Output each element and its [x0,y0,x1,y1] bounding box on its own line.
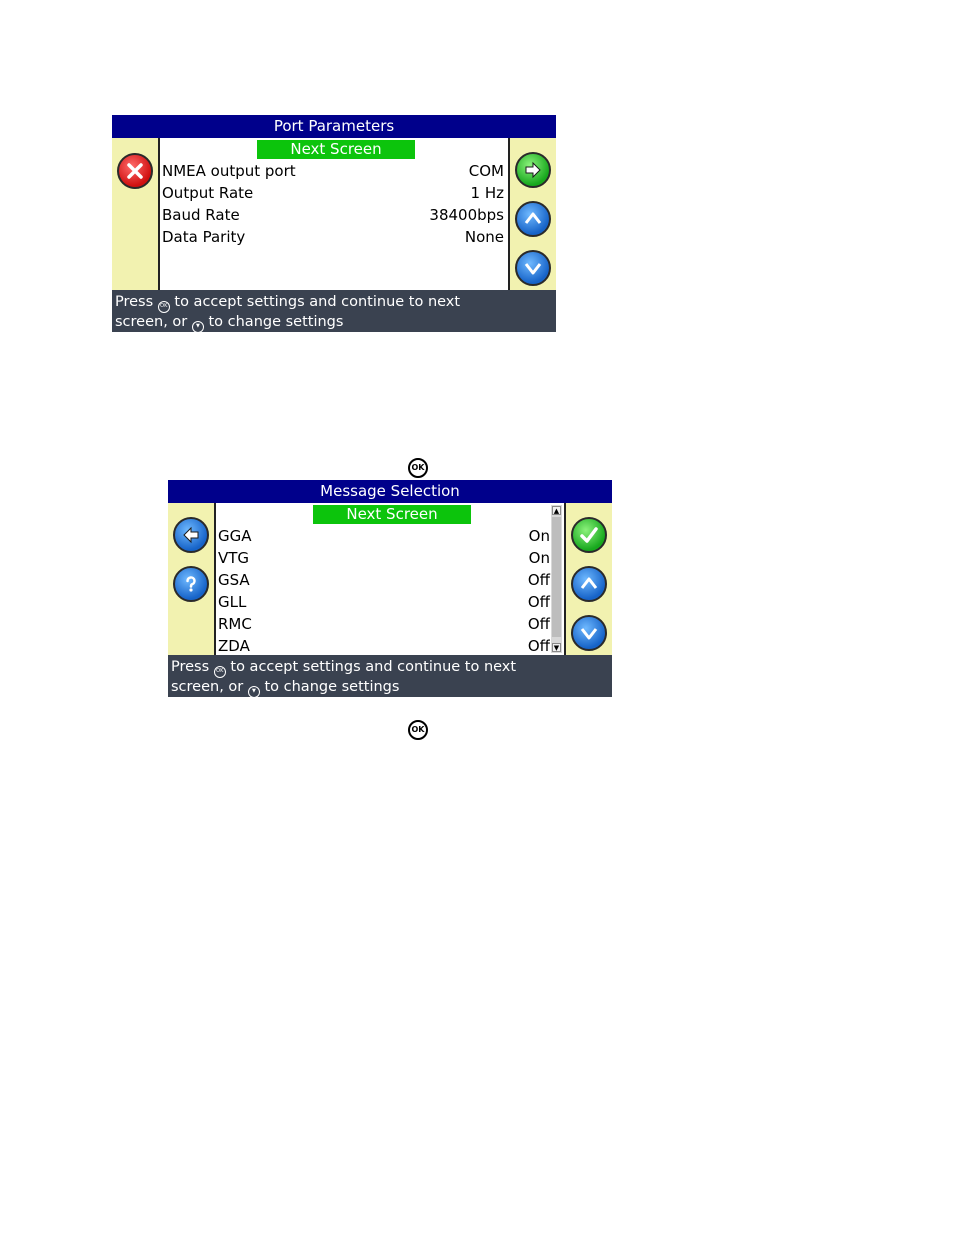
item-value: Off [527,593,550,611]
down-button[interactable] [515,250,551,286]
footer-text-3: to change settings [264,679,400,695]
list-item[interactable] [162,182,504,204]
screen-title: Message Selection [168,480,612,503]
next-screen-item[interactable]: Next Screen [313,505,471,524]
list-item[interactable] [162,226,504,248]
message-selection-screen [168,480,612,697]
arrow-right-icon [523,160,543,180]
back-button[interactable] [173,517,209,553]
next-button[interactable] [515,152,551,188]
footer-text-1: to accept settings and continue to next [230,659,517,675]
footer-press: Press [115,294,154,310]
list-item[interactable] [218,635,550,654]
right-button-column [566,503,612,655]
screen-title: Port Parameters [112,115,556,138]
ok-icon: OK [158,301,170,313]
item-label: GSA [218,571,250,589]
footer-text-1: to accept settings and continue to next [174,294,461,310]
list-item[interactable] [218,569,550,591]
list-item[interactable] [218,613,550,635]
accept-button[interactable] [571,517,607,553]
left-button-column [168,503,214,655]
item-label: GLL [218,593,247,611]
checkmark-icon [578,524,600,546]
footer-text-3: to change settings [208,314,344,330]
item-label: ZDA [218,637,250,654]
item-label: Data Parity [162,228,246,246]
item-label: NMEA output port [162,162,296,180]
message-list [214,503,566,655]
arrow-down-icon [523,258,543,278]
ok-button-icon: OK [408,458,428,478]
cancel-button[interactable] [117,153,153,189]
item-value: COM [468,162,504,180]
next-screen-item[interactable]: Next Screen [257,140,415,159]
item-label: Output Rate [162,184,254,202]
item-value: 1 Hz [470,184,504,202]
arrow-down-icon [579,623,599,643]
item-value: None [464,228,504,246]
list-item[interactable] [218,525,550,547]
right-button-column [510,138,556,290]
ok-icon: OK [214,666,226,678]
down-arrow-icon: ▼ [248,686,260,698]
list-item[interactable] [162,204,504,226]
arrow-up-icon [523,209,543,229]
port-parameters-screen [112,115,556,332]
left-button-column [112,138,158,290]
arrow-up-icon [579,574,599,594]
down-arrow-icon: ▼ [192,321,204,333]
scroll-thumb[interactable] [552,517,561,637]
help-footer [168,655,612,697]
item-value: Off [527,637,550,654]
arrow-left-icon [181,525,201,545]
item-label: VTG [218,549,250,567]
item-value: 38400bps [429,206,504,224]
down-button[interactable] [571,615,607,651]
list-item[interactable] [218,591,550,613]
up-button[interactable] [515,201,551,237]
scroll-down-icon[interactable]: ▼ [553,644,560,652]
settings-list [158,138,510,290]
list-scrollbar[interactable] [551,505,562,653]
item-value: On [528,527,550,545]
scroll-up-icon[interactable]: ▲ [553,507,560,515]
list-item[interactable] [218,547,550,569]
item-label: Baud Rate [162,206,240,224]
help-footer [112,290,556,332]
list-item[interactable] [162,160,504,182]
item-value: Off [527,615,550,633]
item-label: GGA [218,527,252,545]
item-label: RMC [218,615,252,633]
help-button[interactable] [173,566,209,602]
footer-text-2: screen, or [171,679,244,695]
item-value: Off [527,571,550,589]
footer-press: Press [171,659,210,675]
footer-text-2: screen, or [115,314,188,330]
ok-button-icon: OK [408,720,428,740]
question-icon [181,574,201,594]
close-icon [126,162,144,180]
item-value: On [528,549,550,567]
up-button[interactable] [571,566,607,602]
